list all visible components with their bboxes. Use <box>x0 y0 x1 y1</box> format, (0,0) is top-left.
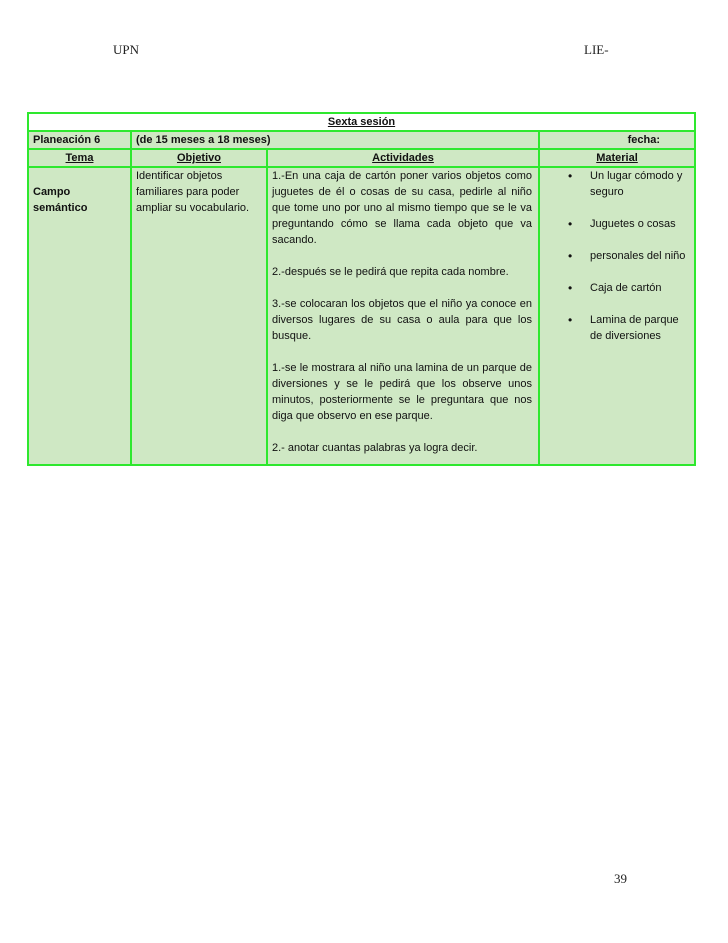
activity-item: 2.-después se le pedirá que repita cada nombre. <box>272 266 509 278</box>
objetivo-cell: Identificar objetos familiares para poder ampliar su vocabulario. <box>131 167 267 465</box>
activity-item: 1.-En una caja de cartón poner varios objetos como juguetes de él o cosas de su casa, pedirle al niño que tome uno por uno al mismo tiempo que se le va preguntando cómo se llama cada objeto que va sacando. <box>272 170 532 246</box>
content-row <box>28 167 695 465</box>
session-title: Sexta sesión <box>327 116 396 128</box>
header-right: LIE- <box>584 42 609 57</box>
col-header-tema: Tema <box>28 149 131 167</box>
page-number: 39 <box>614 871 627 886</box>
col-header-actividades: Actividades <box>267 149 539 167</box>
material-cell <box>539 167 695 465</box>
session-row <box>28 113 695 131</box>
fecha-label: fecha: <box>539 131 695 149</box>
material-item: • Caja de cartón <box>544 280 690 296</box>
column-header-row <box>28 149 695 167</box>
material-item: • Un lugar cómodo y seguro <box>544 168 690 200</box>
col-header-material: Material <box>539 149 695 167</box>
col-header-objetivo: Objetivo <box>131 149 267 167</box>
material-item: • personales del niño <box>544 248 690 264</box>
header-left: UPN <box>113 42 140 57</box>
session-title-cell <box>28 113 695 131</box>
planeacion-label: Planeación 6 <box>28 131 131 149</box>
actividades-cell <box>267 167 539 465</box>
age-range: (de 15 meses a 18 meses) <box>131 131 539 149</box>
material-item: • Lamina de parque de diversiones <box>544 312 690 344</box>
planning-table <box>27 112 696 466</box>
material-list <box>544 168 690 344</box>
material-item: • Juguetes o cosas <box>544 216 690 232</box>
activity-item: 2.- anotar cuantas palabras ya logra decir. <box>272 442 478 454</box>
tema-cell: Campo semántico <box>28 167 131 465</box>
plan-row <box>28 131 695 149</box>
activity-item: 1.-se le mostrara al niño una lamina de un parque de diversiones y se le pedirá que los observe unos minutos, posteriormente se le preguntara que nos diga que observo en ese parque. <box>272 362 532 422</box>
activity-item: 3.-se colocaran los objetos que el niño ya conoce en diversos lugares de su casa o aula para que los busque. <box>272 298 532 342</box>
